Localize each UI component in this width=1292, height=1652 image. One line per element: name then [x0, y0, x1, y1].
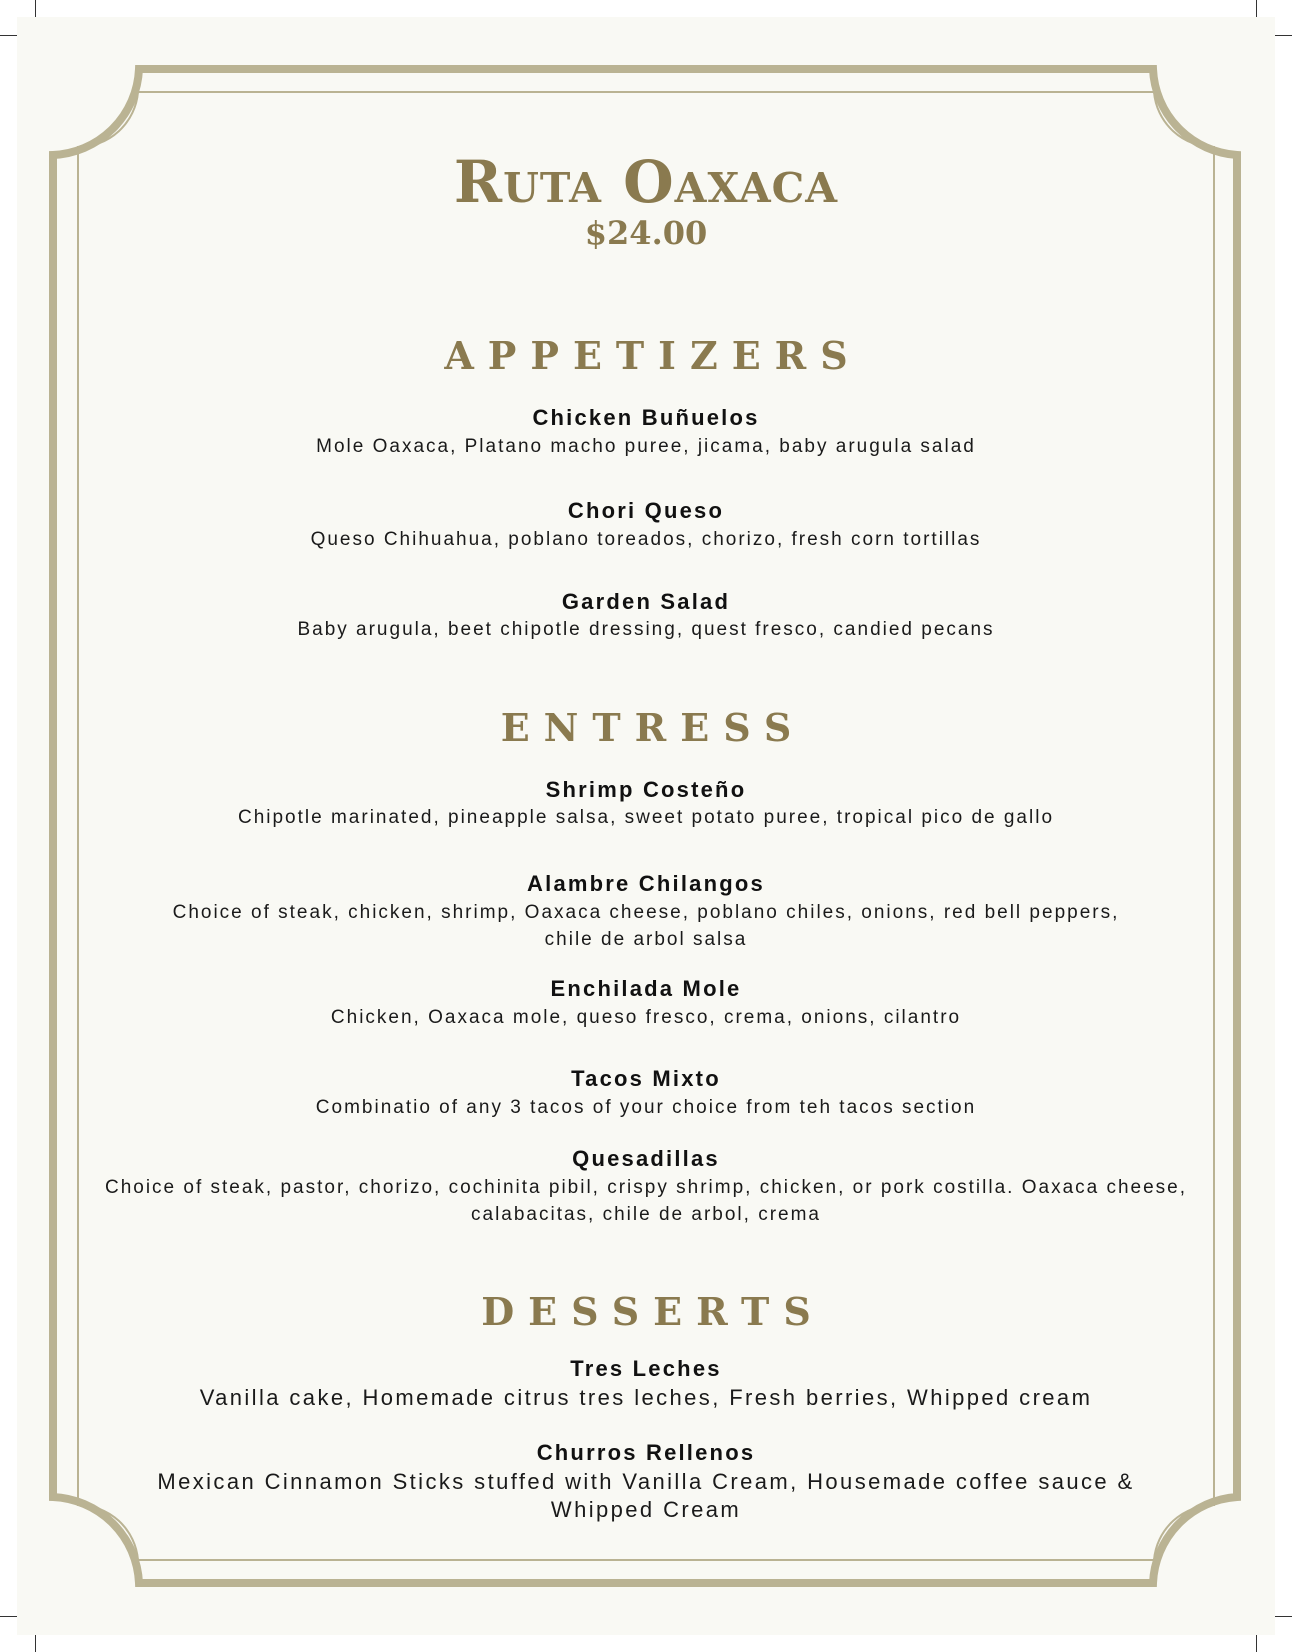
- item-name-churros-rellenos: Churros Rellenos: [536, 1440, 756, 1465]
- crop-mark-bottom-left-h: [0, 1616, 17, 1617]
- item-desc-shrimp-costeno: Chipotle marinated, pineapple salsa, sweet potato puree, tropical pico de gallo: [237, 807, 1055, 828]
- item-name-alambre-chilangos: Alambre Chilangos: [527, 871, 765, 896]
- restaurant-title: Ruta Oaxaca: [453, 148, 839, 216]
- section-heading-appetizers: APPETIZERS: [444, 333, 862, 378]
- item-desc-garden-salad: Baby arugula, beet chipotle dressing, quest fresco, candied pecans: [297, 619, 995, 640]
- crop-mark-top-right-h: [1275, 35, 1292, 36]
- item-name-shrimp-costeno: Shrimp Costeño: [545, 777, 747, 802]
- item-name-chori-queso: Chori Queso: [567, 498, 725, 523]
- crop-mark-top-left-v: [35, 0, 36, 17]
- section-heading-desserts: DESSERTS: [481, 1289, 825, 1334]
- crop-mark-bottom-right-h: [1275, 1616, 1292, 1617]
- item-desc-alambre-chilangos: Choice of steak, chicken, shrimp, Oaxaca cheese, poblano chiles, onions, red bell peppers, chile de arbol salsa: [172, 902, 1120, 950]
- item-desc-churros-rellenos: Mexican Cinnamon Sticks stuffed with Vanilla Cream, Housemade coffee sauce & Whipped Cream: [157, 1469, 1135, 1522]
- item-desc-chori-queso: Queso Chihuahua, poblano toreados, chorizo, fresh corn tortillas: [310, 529, 982, 550]
- crop-mark-top-left-h: [0, 35, 17, 36]
- crop-mark-bottom-right-v: [1256, 1635, 1257, 1652]
- item-desc-enchilada-mole: Chicken, Oaxaca mole, queso fresco, crema, onions, cilantro: [330, 1007, 962, 1028]
- item-name-chicken-bunuelos: Chicken Buñuelos: [532, 405, 760, 430]
- item-desc-tres-leches: Vanilla cake, Homemade citrus tres leches, Fresh berries, Whipped cream: [199, 1385, 1093, 1410]
- item-desc-chicken-bunuelos: Mole Oaxaca, Platano macho puree, jicama, baby arugula salad: [316, 436, 976, 457]
- item-desc-tacos-mixto: Combinatio of any 3 tacos of your choice from teh tacos section: [315, 1097, 977, 1118]
- item-name-enchilada-mole: Enchilada Mole: [550, 976, 742, 1001]
- item-name-quesadillas: Quesadillas: [572, 1146, 720, 1171]
- item-desc-quesadillas: Choice of steak, pastor, chorizo, cochinita pibil, crispy shrimp, chicken, or pork costilla. Oaxaca cheese, calabacitas, chile de arbol, crema: [104, 1177, 1188, 1225]
- menu-price: $24.00: [584, 214, 708, 252]
- crop-mark-bottom-left-v: [35, 1635, 36, 1652]
- item-name-tacos-mixto: Tacos Mixto: [571, 1066, 721, 1091]
- item-name-garden-salad: Garden Salad: [561, 589, 731, 614]
- section-heading-entrees: ENTRESS: [500, 705, 806, 750]
- menu-sheet: [17, 17, 1275, 1635]
- item-name-tres-leches: Tres Leches: [570, 1356, 722, 1381]
- crop-mark-top-right-v: [1256, 0, 1257, 17]
